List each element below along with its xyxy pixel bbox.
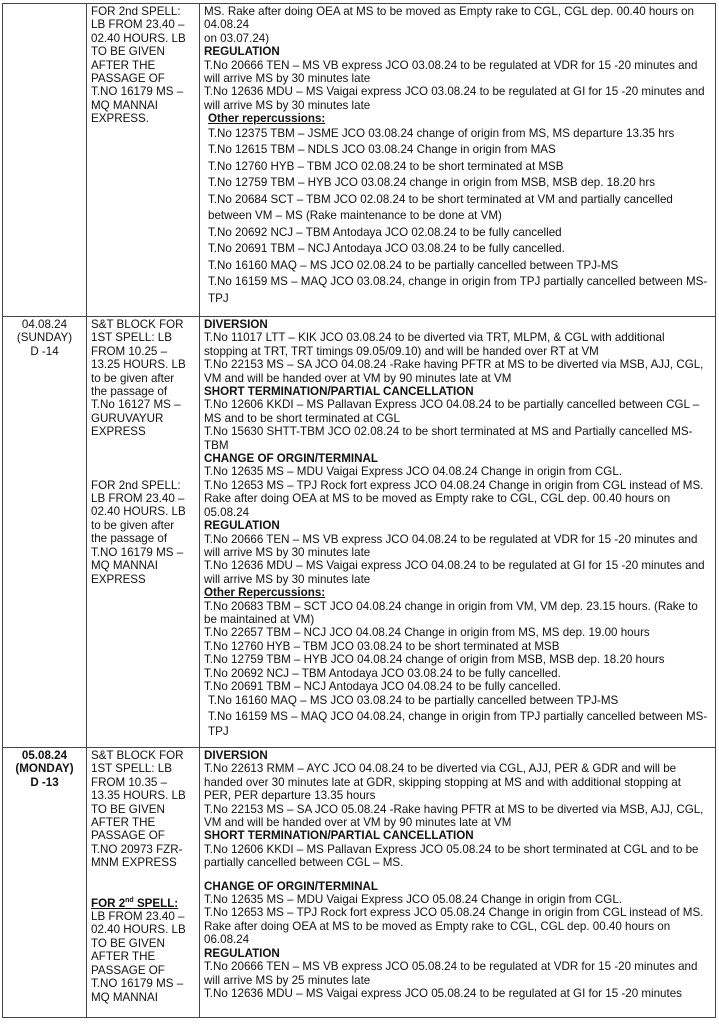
- detail-line: T.No 20666 TEN – MS VB express JCO 04.08.24 to be regulated at VDR for 15 -20 minutes and will arrive MS by 30 minutes late: [204, 532, 698, 559]
- detail-line: T.No 22153 MS – SA JCO 04.08.24 -Rake having PFTR at MS to be diverted via MSB, AJJ, CGL, VM and will be handed over at VM by 90 minutes late at VM: [204, 358, 704, 385]
- detail-line: T.No 20692 NCJ – TBM Antodaya JCO 03.08.24 to be fully cancelled.: [204, 666, 561, 680]
- detail-line: T.No 15630 SHTT-TBM JCO 02.08.24 to be short terminated at MS and Partially cancelled MS-TBM: [204, 425, 693, 452]
- block-cell: [87, 317, 200, 748]
- detail-line: on 03.07.24): [204, 31, 270, 45]
- block-cell: [87, 4, 200, 317]
- detail-line: T.No 12653 MS – TPJ Rock fort express JCO 04.08.24 Change in origin from CGL instead of MS. Rake after doing OEA at MS to be moved as Empty rake to CGL, CGL dep. 00.40 hours on 05.08.24: [204, 478, 704, 519]
- section-heading-regulation: REGULATION: [204, 45, 280, 59]
- detail-line: MS. Rake after doing OEA at MS to be moved as Empty rake to CGL, CGL dep. 00.40 hours on 04.08.24: [204, 5, 694, 32]
- detail-line: T.No 12635 MS – MDU Vaigai Express JCO 04.08.24 Change in origin from CGL.: [204, 465, 622, 479]
- section-heading-other-repercussions: Other repercussions:: [208, 112, 326, 126]
- block-1st-spell: S&T BLOCK FOR 1ST SPELL: LB FROM 10.35 – 13.35 HOURS. LB TO BE GIVEN AFTER THE PASSAGE OF T.NO 20973 FZR- MNM EXPRESS: [91, 749, 186, 870]
- detail-line: T.No 11017 LTT – KIK JCO 03.08.24 to be diverted via TRT, MLPM, & CGL with additional stopping at TRT, TRT timings 09.05/09.10) and will be handed over RT at VM: [204, 331, 665, 358]
- section-heading-other-repercussions: Other Repercussions:: [204, 586, 326, 600]
- table-row: [3, 4, 716, 317]
- section-heading-regulation: REGULATION: [204, 519, 280, 533]
- block-2nd-spell: FOR 2nd SPELL: LB FROM 23.40 – 02.40 HOURS. LB TO BE GIVEN AFTER THE PASSAGE OF T.NO 16179 MS – MQ MANNAI EXPRESS.: [91, 5, 186, 126]
- block-2nd-spell-heading: FOR 2nd SPELL:: [91, 896, 179, 910]
- detail-line: T.No 12759 TBM – HYB JCO 03.08.24 change in origin from MSB, MSB dep. 18.20 hrs: [208, 176, 656, 190]
- date-label: 04.08.24 (SUNDAY) D -14: [16, 318, 73, 358]
- section-heading-change-of-origin: CHANGE OF ORGIN/TERMINAL: [204, 452, 378, 466]
- table-row: [3, 748, 716, 1018]
- detail-line: T.No 12760 HYB – TBM JCO 03.08.24 to be short terminated at MSB: [204, 639, 560, 653]
- detail-line: T.No 20691 TBM – NCJ Antodaya JCO 04.08.24 to be fully cancelled.: [204, 679, 561, 693]
- detail-line: T.No 16159 MS – MAQ JCO 03.08.24, change in origin from TPJ partially cancelled between MS-TPJ: [208, 275, 708, 305]
- block-schedule-table: [2, 3, 716, 1018]
- date-cell: [3, 4, 87, 317]
- block-1st-spell: S&T BLOCK FOR 1ST SPELL: LB FROM 10.25 – 13.25 HOURS. LB to be given after the passage of T.No 16127 MS – GURUVAYUR EXPRESS: [91, 318, 186, 439]
- block-2nd-spell: LB FROM 23.40 – 02.40 HOURS. LB TO BE GIVEN AFTER THE PASSAGE OF T.NO 16179 MS – MQ MANNAI: [91, 910, 186, 1004]
- detail-line: T.No 12615 TBM – NDLS JCO 03.08.24 Change in origin from MAS: [208, 143, 556, 157]
- detail-line: T.No 12653 MS – TPJ Rock fort express JCO 05.08.24 Change in origin from CGL instead of MS. Rake after doing OEA at MS to be moved as Empty rake to CGL, CGL dep. 00.40 hours on 06.08.24: [204, 906, 704, 947]
- detail-line: T.No 22613 RMM – AYC JCO 04.08.24 to be diverted via CGL, AJJ, PER & GDR and will be handed over 30 minutes late at GDR, skipping stopping at MS and with additional stopping at PER, PER departure 13.35 hours: [204, 762, 681, 803]
- section-heading-short-termination: SHORT TERMINATION/PARTIAL CANCELLATION: [204, 829, 474, 843]
- detail-line: T.No 22153 MS – SA JCO 05.08.24 -Rake having PFTR at MS to be diverted via MSB, AJJ, CGL, VM and will be handed over at VM by 90 minutes late at VM: [204, 802, 704, 830]
- detail-line: T.No 20692 NCJ – TBM Antodaya JCO 02.08.24 to be fully cancelled: [208, 225, 562, 239]
- date-cell: [3, 748, 87, 1018]
- section-heading-change-of-origin: CHANGE OF ORGIN/TERMINAL: [204, 879, 378, 893]
- details-cell: [200, 748, 716, 1018]
- details-cell: [200, 4, 716, 317]
- date-label: 05.08.24 (MONDAY) D -13: [15, 749, 74, 789]
- detail-line: T.No 12636 MDU – MS Vaigai express JCO 05.08.24 to be regulated at GI for 15 -20 minutes: [204, 986, 682, 1000]
- section-heading-diversion: DIVERSION: [204, 749, 268, 762]
- detail-line: T.No 16160 MAQ – MS JCO 02.08.24 to be partially cancelled between TPJ-MS: [208, 258, 619, 272]
- section-heading-diversion: DIVERSION: [204, 318, 268, 331]
- section-heading-regulation: REGULATION: [204, 946, 280, 960]
- details-cell: [200, 317, 716, 748]
- block-cell: [87, 748, 200, 1018]
- section-heading-short-termination: SHORT TERMINATION/PARTIAL CANCELLATION: [204, 385, 474, 399]
- detail-line: T.No 12606 KKDI – MS Pallavan Express JCO 05.08.24 to be short terminated at CGL and to be partially cancelled between CGL – MS.: [204, 842, 699, 870]
- detail-line: T.No 12760 HYB – TBM JCO 02.08.24 to be short terminated at MSB: [208, 159, 564, 173]
- detail-line: T.No 12636 MDU – MS Vaigai express JCO 04.08.24 to be regulated at GI for 15 -20 minutes and will arrive MS by 30 minutes late: [204, 559, 705, 586]
- detail-line: T.No 20683 TBM – SCT JCO 04.08.24 change in origin from VM, VM dep. 23.15 hours. (Rake to be maintained at VM): [204, 599, 698, 626]
- table-row: [3, 317, 716, 748]
- detail-line: T.No 20666 TEN – MS VB express JCO 03.08.24 to be regulated at VDR for 15 -20 minutes and will arrive MS by 30 minutes late: [204, 58, 698, 86]
- detail-line: T.No 22657 TBM – NCJ JCO 04.08.24 Change in origin from MS, MS dep. 19.00 hours: [204, 626, 650, 640]
- detail-line: T.No 12635 MS – MDU Vaigai Express JCO 05.08.24 Change in origin from CGL.: [204, 893, 622, 907]
- detail-line: T.No 16160 MAQ – MS JCO 03.08.24 to be partially cancelled between TPJ-MS: [208, 694, 619, 708]
- detail-line: T.No 12606 KKDI – MS Pallavan Express JCO 04.08.24 to be partially cancelled between CGL – MS and to be short terminated at CGL: [204, 398, 700, 425]
- date-cell: [3, 317, 87, 748]
- detail-line: T.No 12759 TBM – HYB JCO 04.08.24 change of origin from MSB, MSB dep. 18.20 hours: [204, 653, 665, 667]
- detail-line: T.No 20691 TBM – NCJ Antodaya JCO 03.08.24 to be fully cancelled.: [208, 242, 565, 256]
- detail-line: T.No 12636 MDU – MS Vaigai express JCO 03.08.24 to be regulated at GI for 15 -20 minutes and will arrive MS by 30 minutes late: [204, 85, 705, 112]
- block-2nd-spell: FOR 2nd SPELL: LB FROM 23.40 – 02.40 HOURS. LB to be given after the passage of T.NO 16179 MS – MQ MANNAI EXPRESS: [91, 478, 186, 586]
- detail-line: T.No 16159 MS – MAQ JCO 04.08.24, change in origin from TPJ partially cancelled between MS-TPJ: [208, 709, 708, 739]
- detail-line: T.No 20666 TEN – MS VB express JCO 05.08.24 to be regulated at VDR for 15 -20 minutes and will arrive MS by 25 minutes late: [204, 960, 698, 987]
- detail-line: T.No 12375 TBM – JSME JCO 03.08.24 change of origin from MS, MS departure 13.35 hrs: [208, 126, 675, 140]
- detail-line: T.No 20684 SCT – TBM JCO 02.08.24 to be short terminated at VM and partially cancelled between VM – MS (Rake maintenance to be done at VM): [208, 192, 673, 223]
